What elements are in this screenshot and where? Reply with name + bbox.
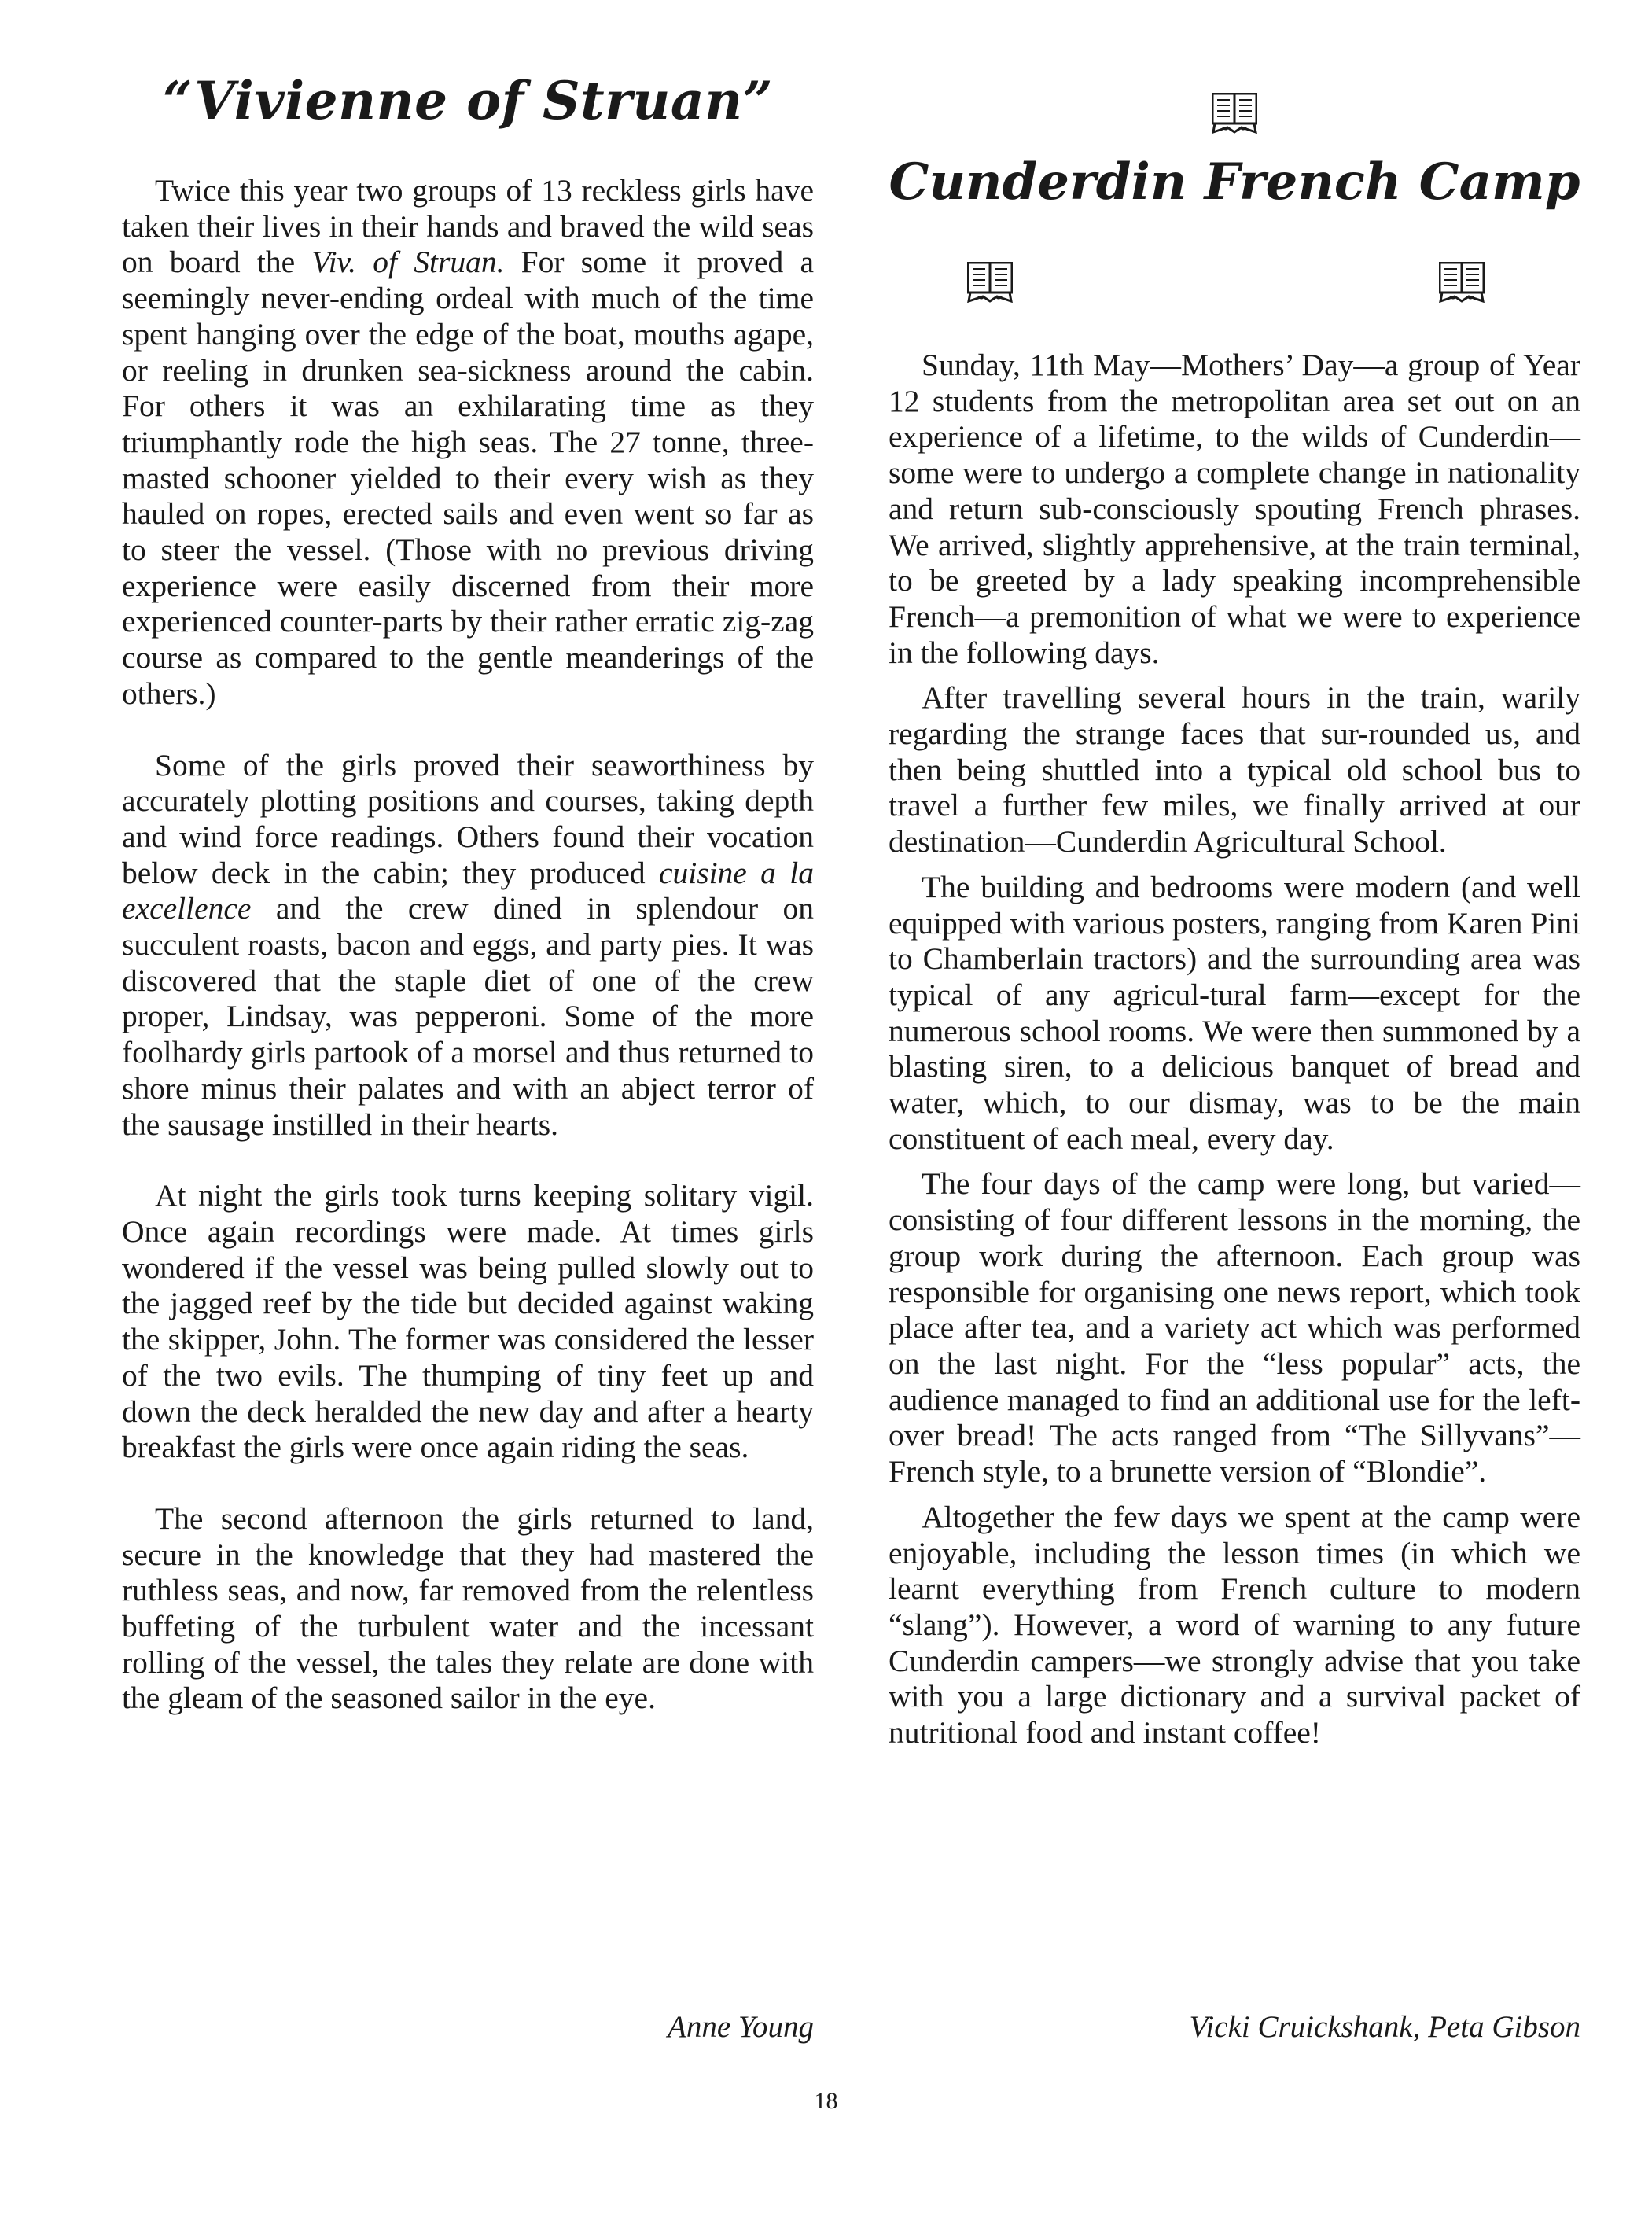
text-run: The building and bedrooms were modern (and well equipped with various posters, ranging from Karen Pini to Chamberlain tractors) and the surrounding area was typical of any agricul-tural farm—except for the numerous school rooms. We were then summoned by a blasting siren, to a delicious banquet of bread and water, which, to our dismay, was to be the main constituent of each meal, every day.	[889, 869, 1580, 1156]
article-body	[122, 173, 814, 1752]
paragraph	[122, 1501, 814, 1717]
text-run: and the crew dined in splendour on succulent roasts, bacon and eggs, and party pies. It was discovered that the staple diet of one of the crew proper, Lindsay, was pepperoni. Some of the more foolhardy girls partook of a morsel and thus returned to shore minus their palates and with an abject terror of the sausage instilled in their hearts.	[122, 891, 814, 1142]
paragraph	[889, 1166, 1580, 1489]
page-number: 18	[814, 2088, 838, 2114]
article-body	[889, 348, 1580, 1761]
article-title: Cunderdin French Camp	[889, 153, 1580, 212]
text-run: The second afternoon the girls returned to land, secure in the knowledge that they had mastered the ruthless seas, and now, far removed from the relentless buffeting of the turbulent water and the incessant rolling of the vessel, the tales they relate are done with the gleam of the seasoned sailor in the eye.	[122, 1500, 814, 1716]
text-run: At night the girls took turns keeping solitary vigil. Once again recordings were made. At times girls wondered if the vessel was being pulled slowly out to the jagged reef by the tide but decided against waking the skipper, John. The former was considered the lesser of the two evils. The thumping of tiny feet up and down the deck heralded the new day and after a hearty breakfast the girls were once again riding the seas.	[122, 1178, 814, 1465]
italic-text: Viv. of Struan.	[311, 245, 505, 280]
open-book-icon	[1212, 93, 1257, 134]
paragraph	[889, 1500, 1580, 1751]
paragraph	[122, 748, 814, 1143]
paragraph	[889, 680, 1580, 860]
text-run: The four days of the camp were long, but varied—consisting of four different lessons in the morning, the group work during the afternoon. Each group was responsible for organising one news report, which took place after tea, and a variety act which was performed on the last night. For the “less popular” acts, the audience managed to find an additional use for the left-over bread! The acts ranged from “The Sillyvans”—French style, to a brunette version of “Blondie”.	[889, 1166, 1580, 1489]
text-run: Altogether the few days we spent at the camp were enjoyable, including the lesson times (in which we learnt everything from French culture to modern “slang”). However, a word of warning to any future Cunderdin campers—we strongly advise that you take with you a large dictionary and a survival packet of nutritional food and instant coffee!	[889, 1499, 1580, 1751]
text-run: After travelling several hours in the train, warily regarding the strange faces that sur-rounded us, and then being shuttled into a typical old school bus to travel a further few miles, we finally arrived at our destination—Cunderdin Agricultural School.	[889, 680, 1580, 860]
paragraph	[889, 348, 1580, 671]
author-signature: Anne Young	[668, 2010, 814, 2044]
open-book-icon	[967, 262, 1013, 303]
text-run: Sunday, 11th May—Mothers’ Day—a group of Year 12 students from the metropolitan area set out on an experience of a lifetime, to the wilds of Cunderdin—some were to undergo a complete change in nationality and return sub-consciously spouting French phrases. We arrived, slightly apprehensive, at the train terminal, to be greeted by a lady speaking incomprehensible French—a premonition of what we were to experience in the following days.	[889, 348, 1580, 670]
text-run: For some it proved a seemingly never-ending ordeal with much of the time spent hanging over the edge of the boat, mouths agape, or reeling in drunken sea-sickness around the cabin. For others it was an exhilarating time as they triumphantly rode the high seas. The 27 tonne, three-masted schooner yielded to their every wish as they hauled on ropes, erected sails and even went so far as to steer the vessel. (Those with no previous driving experience were easily discerned from their more experienced counter-parts by their rather erratic zig-zag course as compared to the gentle meanderings of the others.)	[122, 245, 815, 711]
italic-text: cuisine a la excellence	[122, 855, 814, 926]
paragraph	[122, 173, 814, 712]
text-run: Twice this year two groups of 13 reckless girls have taken their lives in their hands and braved the wild seas on board the	[122, 173, 814, 280]
article-title: “Vivienne of Struan”	[162, 70, 774, 131]
text-run: Some of the girls proved their seaworthiness by accurately plotting positions and courses, taking depth and wind force readings. Others found their vocation below deck in the cabin; they produced	[122, 747, 814, 890]
paragraph	[122, 1178, 814, 1466]
paragraph	[889, 870, 1580, 1158]
open-book-icon	[1439, 262, 1485, 303]
author-signature: Vicki Cruickshank, Peta Gibson	[1189, 2010, 1580, 2044]
